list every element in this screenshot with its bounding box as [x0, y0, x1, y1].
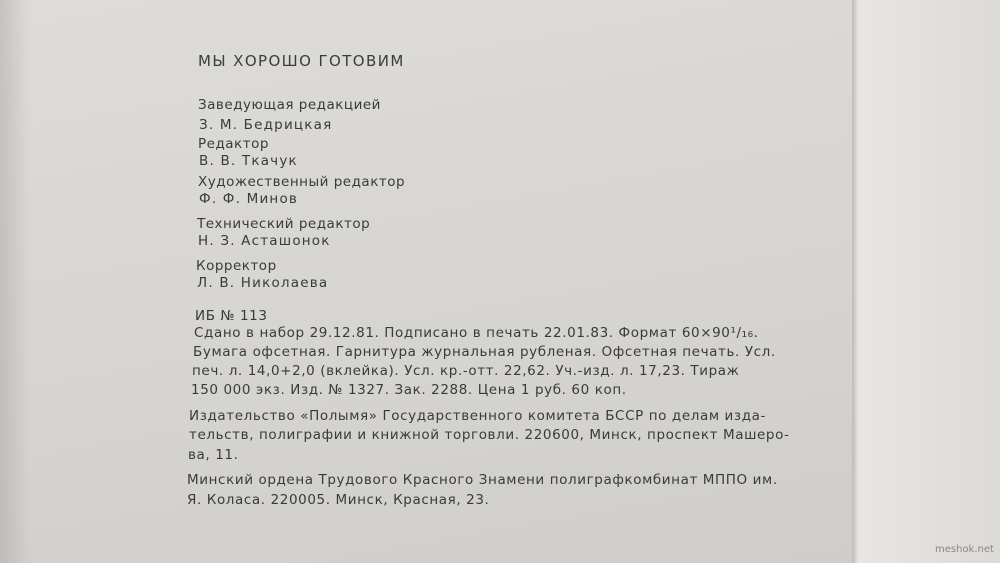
- print-details-line-4: 150 000 экз. Изд. № 1327. Зак. 2288. Цена 1 руб. 60 коп.: [191, 382, 627, 398]
- staff-name-tech-editor: Н. З. Асташонок: [198, 233, 331, 249]
- page-shadow: [0, 0, 30, 563]
- printer-line-2: Я. Коласа. 220005. Минск, Красная, 23.: [187, 492, 490, 508]
- print-details-line-3: печ. л. 14,0+2,0 (вклейка). Усл. кр.-отт. 22,62. Уч.-изд. л. 17,23. Тираж: [192, 363, 740, 379]
- staff-name-head-editor: З. М. Бедрицкая: [199, 117, 333, 133]
- site-watermark: meshok.net: [935, 544, 994, 555]
- printer-line-1: Минский ордена Трудового Красного Знамени полиграфкомбинат МППО им.: [187, 472, 778, 488]
- staff-role-art-editor: Художественный редактор: [198, 174, 406, 190]
- staff-role-proofreader: Корректор: [196, 258, 277, 274]
- publisher-line-3: ва, 11.: [188, 447, 239, 463]
- staff-name-art-editor: Ф. Ф. Минов: [199, 191, 299, 207]
- book-title: МЫ ХОРОШО ГОТОВИМ: [198, 52, 405, 70]
- staff-name-editor: В. В. Ткачук: [199, 153, 298, 169]
- staff-role-tech-editor: Технический редактор: [197, 216, 371, 232]
- staff-role-head-editor: Заведующая редакцией: [198, 97, 381, 113]
- print-details-line-1: Сдано в набор 29.12.81. Подписано в печать 22.01.83. Формат 60×90¹/₁₆.: [194, 325, 759, 341]
- print-details-line-2: Бумага офсетная. Гарнитура журнальная рубленая. Офсетная печать. Усл.: [193, 344, 776, 360]
- ib-number: ИБ № 113: [195, 308, 268, 324]
- publisher-line-1: Издательство «Полымя» Государственного комитета БССР по делам изда-: [189, 408, 766, 424]
- publisher-line-2: тельств, полиграфии и книжной торговли. 220600, Минск, проспект Машеро-: [189, 427, 790, 443]
- staff-role-editor: Редактор: [198, 136, 269, 152]
- staff-name-proofreader: Л. В. Николаева: [197, 275, 329, 291]
- underlying-page: [858, 0, 1000, 563]
